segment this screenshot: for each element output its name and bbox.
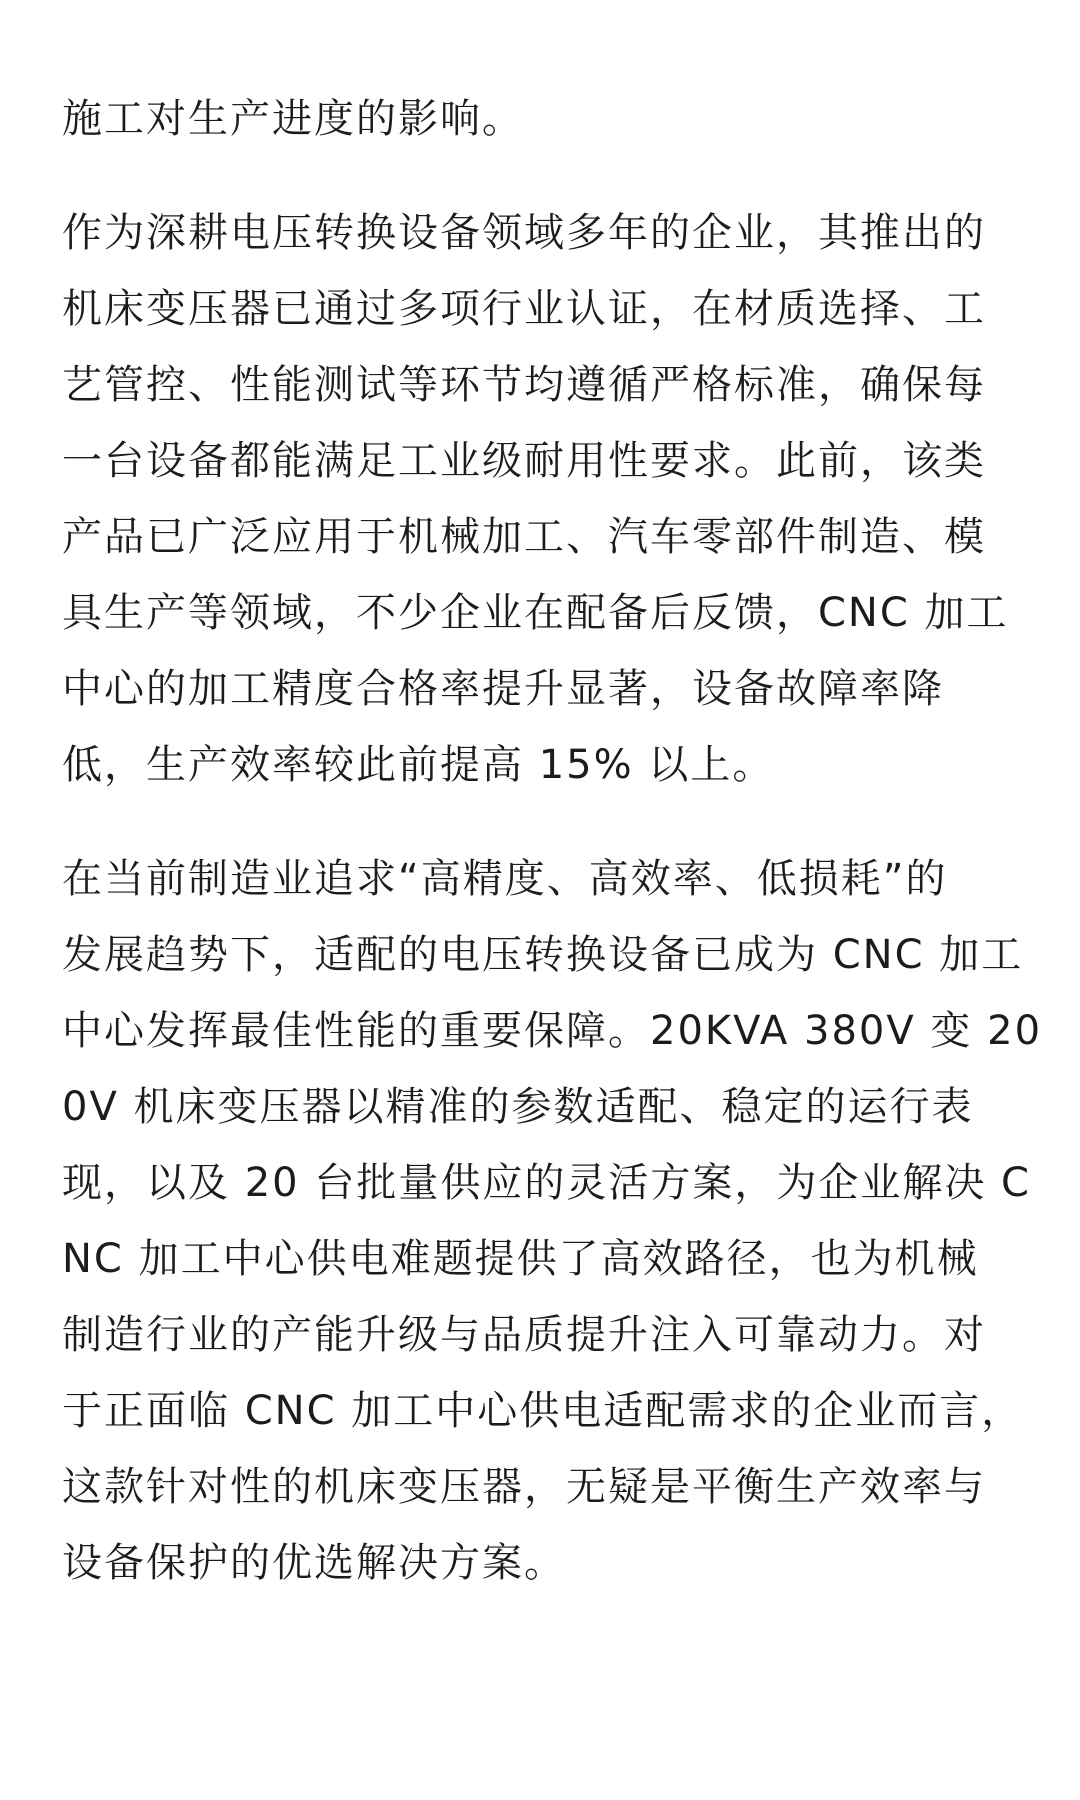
text-line: 产品已广泛应用于机械加工、汽车零部件制造、模 xyxy=(62,514,986,560)
article-body xyxy=(62,81,1043,1601)
paragraph-2 xyxy=(62,195,1020,803)
paragraph-3 xyxy=(62,841,1043,1601)
text-line: 0V 机床变压器以精准的参数适配、稳定的运行表 xyxy=(62,1084,974,1130)
text-line: 现，以及 20 台批量供应的灵活方案，为企业解决 C xyxy=(62,1160,1031,1206)
text-line: 一台设备都能满足工业级耐用性要求。此前，该类 xyxy=(62,438,986,484)
text-line: 这款针对性的机床变压器，无疑是平衡生产效率与 xyxy=(62,1464,986,1510)
text-line: 机床变压器已通过多项行业认证，在材质选择、工 xyxy=(62,286,986,332)
text-line: NC 加工中心供电难题提供了高效路径，也为机械 xyxy=(62,1236,979,1282)
paragraph-1 xyxy=(62,81,1020,157)
text-line: 制造行业的产能升级与品质提升注入可靠动力。对 xyxy=(62,1312,986,1358)
text-line: 艺管控、性能测试等环节均遵循严格标准，确保每 xyxy=(62,362,986,408)
text-line: 中心的加工精度合格率提升显著，设备故障率降 xyxy=(62,666,944,712)
text-line: 于正面临 CNC 加工中心供电适配需求的企业而言， xyxy=(62,1388,1024,1434)
text-line: 具生产等领域，不少企业在配备后反馈，CNC 加工 xyxy=(62,590,1009,636)
text-line: 中心发挥最佳性能的重要保障。20KVA 380V 变 20 xyxy=(62,1008,1043,1054)
text-line: 低，生产效率较此前提高 15% 以上。 xyxy=(62,742,775,788)
text-line: 作为深耕电压转换设备领域多年的企业，其推出的 xyxy=(62,210,986,256)
paragraph-gap xyxy=(62,803,1020,841)
text-line: 施工对生产进度的影响。 xyxy=(62,96,524,142)
text-line: 设备保护的优选解决方案。 xyxy=(62,1540,566,1586)
paragraph-gap xyxy=(62,157,1020,195)
text-line: 在当前制造业追求“高精度、高效率、低损耗”的 xyxy=(62,856,948,902)
text-line: 发展趋势下，适配的电压转换设备已成为 CNC 加工 xyxy=(62,932,1024,978)
